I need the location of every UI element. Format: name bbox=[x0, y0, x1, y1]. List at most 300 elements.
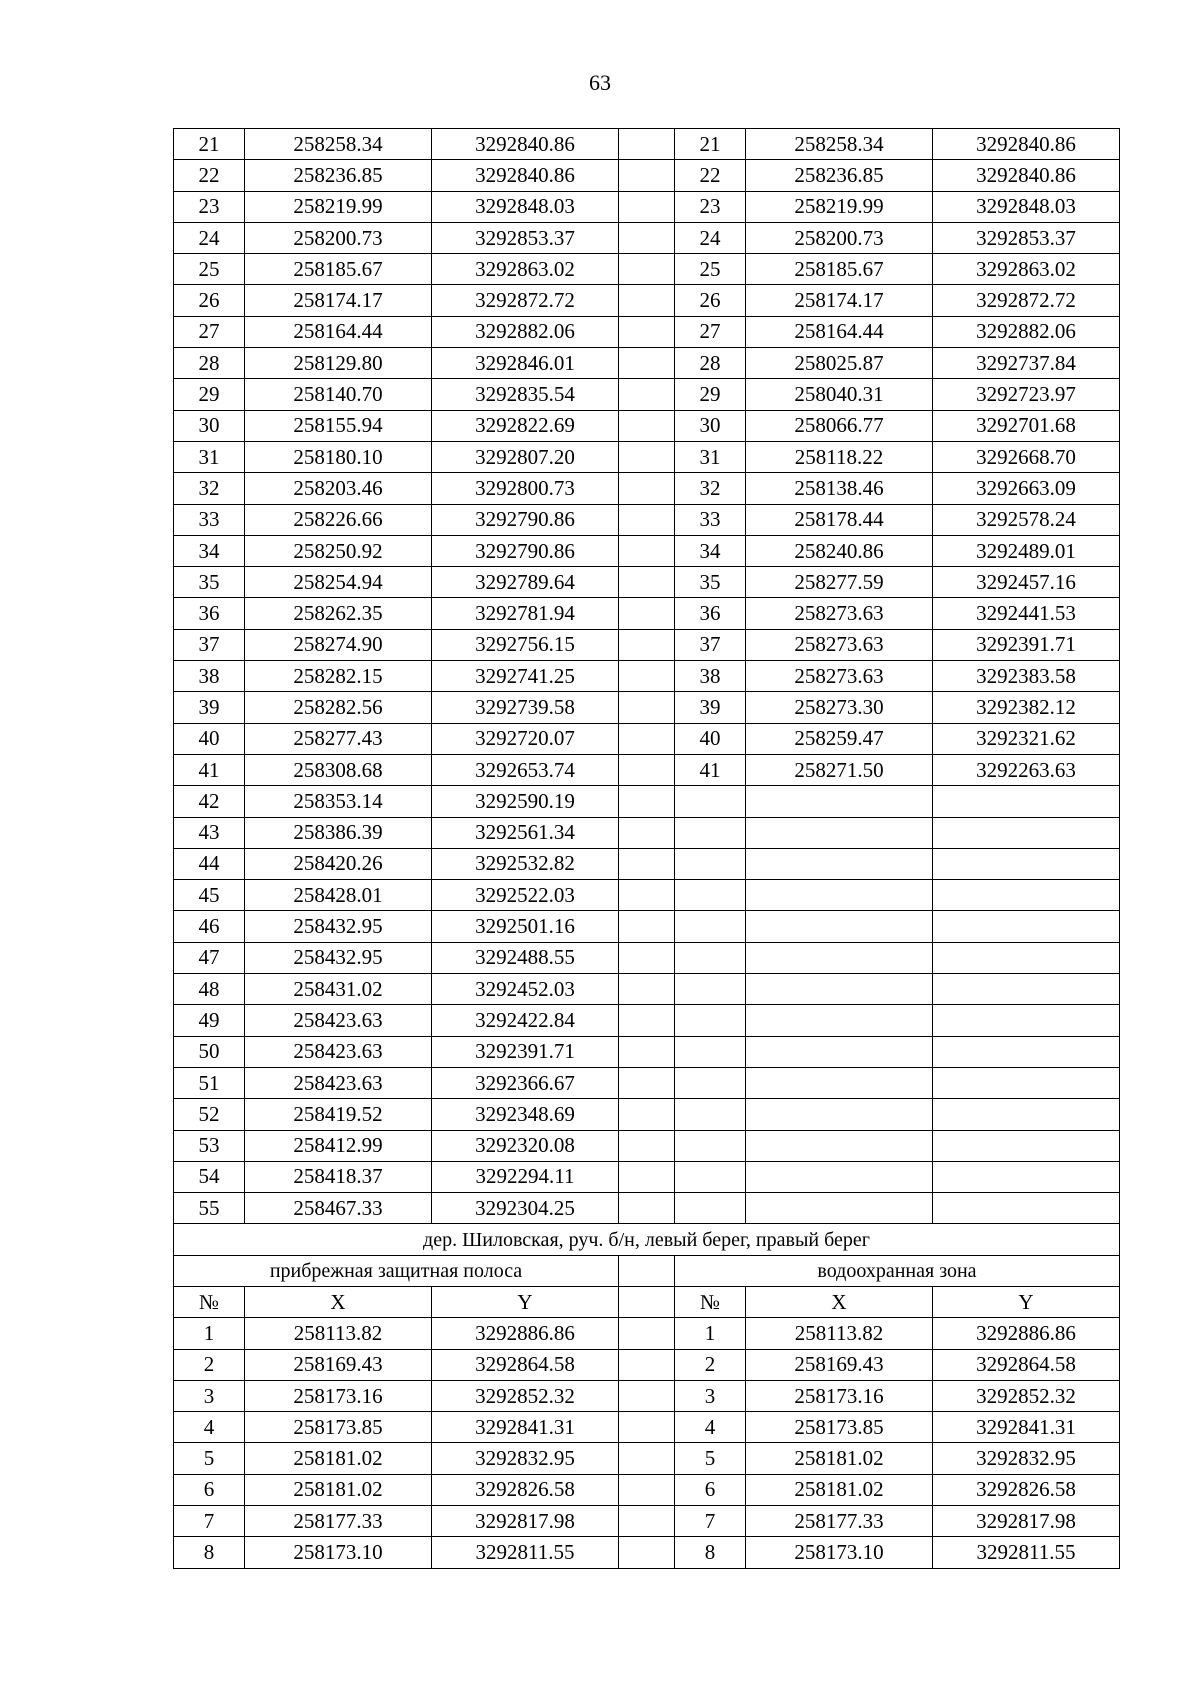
cell-left-y: 3292886.86 bbox=[432, 1318, 619, 1349]
table-row bbox=[174, 629, 1120, 660]
cell-right-y: 3292840.86 bbox=[933, 160, 1120, 191]
bottom-rows bbox=[174, 1318, 1120, 1568]
separator-cell bbox=[619, 1161, 675, 1192]
separator-cell bbox=[619, 567, 675, 598]
separator-cell bbox=[619, 1286, 675, 1317]
table-row bbox=[174, 1161, 1120, 1192]
cell-left-num: 2 bbox=[174, 1349, 245, 1380]
cell-left-y: 3292811.55 bbox=[432, 1537, 619, 1568]
separator-cell bbox=[619, 473, 675, 504]
cell-left-x: 258177.33 bbox=[245, 1506, 432, 1537]
cell-right-num bbox=[675, 880, 746, 911]
cell-right-y: 3292663.09 bbox=[933, 473, 1120, 504]
cell-left-num: 49 bbox=[174, 1005, 245, 1036]
cell-right-num: 34 bbox=[675, 535, 746, 566]
separator-cell bbox=[619, 661, 675, 692]
cell-right-y: 3292848.03 bbox=[933, 191, 1120, 222]
cell-left-y: 3292848.03 bbox=[432, 191, 619, 222]
cell-left-x: 258418.37 bbox=[245, 1161, 432, 1192]
cell-left-y: 3292840.86 bbox=[432, 160, 619, 191]
cell-right-y bbox=[933, 786, 1120, 817]
cell-left-num: 23 bbox=[174, 191, 245, 222]
table-row bbox=[174, 848, 1120, 879]
table-row bbox=[174, 348, 1120, 379]
top-rows bbox=[174, 129, 1120, 1224]
cell-left-x: 258181.02 bbox=[245, 1474, 432, 1505]
page-number: 63 bbox=[589, 70, 611, 95]
cell-right-x: 258277.59 bbox=[746, 567, 933, 598]
table-row bbox=[174, 1349, 1120, 1380]
cell-left-y: 3292840.86 bbox=[432, 129, 619, 160]
cell-left-y: 3292561.34 bbox=[432, 817, 619, 848]
cell-right-x: 258066.77 bbox=[746, 410, 933, 441]
cell-left-x: 258129.80 bbox=[245, 348, 432, 379]
cell-right-x: 258113.82 bbox=[746, 1318, 933, 1349]
cell-right-x: 258273.63 bbox=[746, 629, 933, 660]
cell-left-y: 3292790.86 bbox=[432, 535, 619, 566]
cell-left-num: 37 bbox=[174, 629, 245, 660]
cell-right-num bbox=[675, 1067, 746, 1098]
cell-right-y: 3292826.58 bbox=[933, 1474, 1120, 1505]
cell-left-num: 54 bbox=[174, 1161, 245, 1192]
cell-left-num: 52 bbox=[174, 1099, 245, 1130]
table-row bbox=[174, 441, 1120, 472]
cell-right-num bbox=[675, 942, 746, 973]
cell-left-x: 258203.46 bbox=[245, 473, 432, 504]
separator-cell bbox=[619, 1474, 675, 1505]
cell-left-y: 3292817.98 bbox=[432, 1506, 619, 1537]
cell-right-num: 5 bbox=[675, 1443, 746, 1474]
cell-left-y: 3292348.69 bbox=[432, 1099, 619, 1130]
cell-right-num: 22 bbox=[675, 160, 746, 191]
cell-right-num: 28 bbox=[675, 348, 746, 379]
cell-left-x: 258219.99 bbox=[245, 191, 432, 222]
cell-right-num: 31 bbox=[675, 441, 746, 472]
cell-left-y: 3292501.16 bbox=[432, 911, 619, 942]
cell-left-num: 30 bbox=[174, 410, 245, 441]
cell-right-y: 3292321.62 bbox=[933, 723, 1120, 754]
cell-right-num bbox=[675, 786, 746, 817]
cell-right-y: 3292263.63 bbox=[933, 754, 1120, 785]
cell-left-x: 258386.39 bbox=[245, 817, 432, 848]
cell-left-num: 38 bbox=[174, 661, 245, 692]
table-row bbox=[174, 880, 1120, 911]
cell-left-x: 258173.85 bbox=[245, 1412, 432, 1443]
cell-right-x: 258173.85 bbox=[746, 1412, 933, 1443]
cell-left-num: 53 bbox=[174, 1130, 245, 1161]
cell-left-num: 36 bbox=[174, 598, 245, 629]
cell-right-num: 8 bbox=[675, 1537, 746, 1568]
right-group-header: водоохранная зона bbox=[675, 1255, 1120, 1286]
table-row bbox=[174, 410, 1120, 441]
cell-left-num: 42 bbox=[174, 786, 245, 817]
cell-right-y: 3292811.55 bbox=[933, 1537, 1120, 1568]
separator-cell bbox=[619, 848, 675, 879]
separator-cell bbox=[619, 348, 675, 379]
cell-right-x: 258273.63 bbox=[746, 598, 933, 629]
separator-cell bbox=[619, 254, 675, 285]
separator-cell bbox=[619, 1443, 675, 1474]
cell-left-x: 258236.85 bbox=[245, 160, 432, 191]
cell-right-num: 25 bbox=[675, 254, 746, 285]
cell-left-y: 3292832.95 bbox=[432, 1443, 619, 1474]
cell-right-y: 3292863.02 bbox=[933, 254, 1120, 285]
cell-left-num: 50 bbox=[174, 1036, 245, 1067]
cell-left-y: 3292841.31 bbox=[432, 1412, 619, 1443]
cell-left-x: 258226.66 bbox=[245, 504, 432, 535]
cell-right-y bbox=[933, 1005, 1120, 1036]
cell-left-num: 26 bbox=[174, 285, 245, 316]
cell-right-x bbox=[746, 1067, 933, 1098]
cell-right-num: 29 bbox=[675, 379, 746, 410]
cell-right-y: 3292872.72 bbox=[933, 285, 1120, 316]
table-row bbox=[174, 254, 1120, 285]
left-group-header: прибрежная защитная полоса bbox=[174, 1255, 619, 1286]
cell-right-x: 258271.50 bbox=[746, 754, 933, 785]
cell-right-x bbox=[746, 1193, 933, 1224]
cell-left-num: 3 bbox=[174, 1380, 245, 1411]
cell-left-y: 3292366.67 bbox=[432, 1067, 619, 1098]
cell-left-x: 258140.70 bbox=[245, 379, 432, 410]
cell-right-x: 258118.22 bbox=[746, 441, 933, 472]
table-row bbox=[174, 1318, 1120, 1349]
separator-cell bbox=[619, 1349, 675, 1380]
cell-right-y: 3292882.06 bbox=[933, 316, 1120, 347]
cell-right-num: 1 bbox=[675, 1318, 746, 1349]
cell-left-y: 3292653.74 bbox=[432, 754, 619, 785]
cell-right-x: 258259.47 bbox=[746, 723, 933, 754]
table-row bbox=[174, 473, 1120, 504]
cell-right-y: 3292723.97 bbox=[933, 379, 1120, 410]
separator-cell bbox=[619, 1193, 675, 1224]
table-row bbox=[174, 1506, 1120, 1537]
cell-right-x: 258185.67 bbox=[746, 254, 933, 285]
cell-right-y bbox=[933, 1130, 1120, 1161]
cell-left-num: 6 bbox=[174, 1474, 245, 1505]
cell-left-num: 48 bbox=[174, 974, 245, 1005]
table-row bbox=[174, 911, 1120, 942]
cell-right-num bbox=[675, 1193, 746, 1224]
cell-right-num: 26 bbox=[675, 285, 746, 316]
table-row bbox=[174, 723, 1120, 754]
cell-left-x: 258467.33 bbox=[245, 1193, 432, 1224]
right-col-x: X bbox=[746, 1286, 933, 1317]
table-row bbox=[174, 1067, 1120, 1098]
cell-right-y: 3292457.16 bbox=[933, 567, 1120, 598]
separator-cell bbox=[619, 316, 675, 347]
cell-left-y: 3292852.32 bbox=[432, 1380, 619, 1411]
left-col-y: Y bbox=[432, 1286, 619, 1317]
cell-left-x: 258254.94 bbox=[245, 567, 432, 598]
cell-right-y bbox=[933, 1161, 1120, 1192]
cell-left-y: 3292790.86 bbox=[432, 504, 619, 535]
table-row bbox=[174, 817, 1120, 848]
cell-right-x: 258273.30 bbox=[746, 692, 933, 723]
cell-left-y: 3292781.94 bbox=[432, 598, 619, 629]
cell-left-num: 31 bbox=[174, 441, 245, 472]
separator-cell bbox=[619, 1380, 675, 1411]
cell-right-y bbox=[933, 974, 1120, 1005]
section-header bbox=[174, 1224, 1120, 1318]
cell-left-x: 258353.14 bbox=[245, 786, 432, 817]
cell-right-num bbox=[675, 1161, 746, 1192]
table-row bbox=[174, 786, 1120, 817]
cell-left-y: 3292835.54 bbox=[432, 379, 619, 410]
cell-left-y: 3292863.02 bbox=[432, 254, 619, 285]
cell-left-x: 258432.95 bbox=[245, 911, 432, 942]
cell-right-y bbox=[933, 848, 1120, 879]
cell-left-num: 39 bbox=[174, 692, 245, 723]
cell-left-y: 3292882.06 bbox=[432, 316, 619, 347]
cell-left-num: 41 bbox=[174, 754, 245, 785]
cell-left-num: 32 bbox=[174, 473, 245, 504]
cell-right-x: 258273.63 bbox=[746, 661, 933, 692]
cell-right-num: 23 bbox=[675, 191, 746, 222]
cell-right-y: 3292886.86 bbox=[933, 1318, 1120, 1349]
cell-right-x: 258200.73 bbox=[746, 222, 933, 253]
cell-left-num: 24 bbox=[174, 222, 245, 253]
cell-left-num: 40 bbox=[174, 723, 245, 754]
cell-right-num bbox=[675, 817, 746, 848]
cell-left-num: 34 bbox=[174, 535, 245, 566]
cell-left-num: 1 bbox=[174, 1318, 245, 1349]
cell-right-num: 21 bbox=[675, 129, 746, 160]
table-row bbox=[174, 129, 1120, 160]
table-row bbox=[174, 692, 1120, 723]
cell-left-num: 4 bbox=[174, 1412, 245, 1443]
section-title: дер. Шиловская, руч. б/н, левый берег, правый берег bbox=[174, 1224, 1120, 1255]
cell-left-x: 258423.63 bbox=[245, 1067, 432, 1098]
cell-left-num: 7 bbox=[174, 1506, 245, 1537]
separator-cell bbox=[619, 1537, 675, 1568]
separator-cell bbox=[619, 1412, 675, 1443]
cell-left-num: 47 bbox=[174, 942, 245, 973]
cell-right-x: 258169.43 bbox=[746, 1349, 933, 1380]
cell-right-num: 35 bbox=[675, 567, 746, 598]
cell-right-y: 3292391.71 bbox=[933, 629, 1120, 660]
cell-left-num: 22 bbox=[174, 160, 245, 191]
cell-left-x: 258155.94 bbox=[245, 410, 432, 441]
cell-left-num: 21 bbox=[174, 129, 245, 160]
table-row bbox=[174, 942, 1120, 973]
cell-right-num bbox=[675, 1036, 746, 1067]
cell-left-y: 3292320.08 bbox=[432, 1130, 619, 1161]
cell-right-y: 3292853.37 bbox=[933, 222, 1120, 253]
cell-left-x: 258282.56 bbox=[245, 692, 432, 723]
cell-right-x bbox=[746, 1130, 933, 1161]
cell-left-x: 258180.10 bbox=[245, 441, 432, 472]
cell-left-x: 258423.63 bbox=[245, 1005, 432, 1036]
cell-left-y: 3292756.15 bbox=[432, 629, 619, 660]
cell-right-y: 3292701.68 bbox=[933, 410, 1120, 441]
cell-right-num bbox=[675, 974, 746, 1005]
cell-left-x: 258169.43 bbox=[245, 1349, 432, 1380]
cell-left-y: 3292590.19 bbox=[432, 786, 619, 817]
cell-right-num: 39 bbox=[675, 692, 746, 723]
separator-cell bbox=[619, 285, 675, 316]
cell-left-num: 44 bbox=[174, 848, 245, 879]
cell-left-x: 258113.82 bbox=[245, 1318, 432, 1349]
cell-right-y bbox=[933, 1099, 1120, 1130]
cell-left-y: 3292488.55 bbox=[432, 942, 619, 973]
cell-right-y: 3292852.32 bbox=[933, 1380, 1120, 1411]
cell-left-x: 258277.43 bbox=[245, 723, 432, 754]
coordinates-table bbox=[173, 128, 1120, 1569]
table-row bbox=[174, 661, 1120, 692]
separator-cell bbox=[619, 379, 675, 410]
table-row bbox=[174, 754, 1120, 785]
cell-left-x: 258274.90 bbox=[245, 629, 432, 660]
cell-right-y: 3292737.84 bbox=[933, 348, 1120, 379]
separator-cell bbox=[619, 754, 675, 785]
cell-left-y: 3292294.11 bbox=[432, 1161, 619, 1192]
cell-left-x: 258174.17 bbox=[245, 285, 432, 316]
cell-left-num: 35 bbox=[174, 567, 245, 598]
separator-cell bbox=[619, 1005, 675, 1036]
separator-cell bbox=[619, 1506, 675, 1537]
cell-left-num: 43 bbox=[174, 817, 245, 848]
cell-right-x bbox=[746, 1099, 933, 1130]
separator-cell bbox=[619, 911, 675, 942]
cell-left-y: 3292789.64 bbox=[432, 567, 619, 598]
left-col-num: № bbox=[174, 1286, 245, 1317]
cell-left-x: 258181.02 bbox=[245, 1443, 432, 1474]
cell-right-y bbox=[933, 880, 1120, 911]
cell-right-y: 3292864.58 bbox=[933, 1349, 1120, 1380]
cell-right-x bbox=[746, 1005, 933, 1036]
table-row bbox=[174, 1099, 1120, 1130]
cell-left-num: 25 bbox=[174, 254, 245, 285]
cell-right-num: 30 bbox=[675, 410, 746, 441]
cell-right-y: 3292382.12 bbox=[933, 692, 1120, 723]
separator-cell bbox=[619, 942, 675, 973]
right-col-y: Y bbox=[933, 1286, 1120, 1317]
table-row bbox=[174, 191, 1120, 222]
cell-right-x: 258173.10 bbox=[746, 1537, 933, 1568]
separator-cell bbox=[619, 817, 675, 848]
cell-right-y: 3292840.86 bbox=[933, 129, 1120, 160]
cell-right-x bbox=[746, 848, 933, 879]
cell-left-y: 3292391.71 bbox=[432, 1036, 619, 1067]
separator-cell bbox=[619, 692, 675, 723]
separator-cell bbox=[619, 880, 675, 911]
cell-right-y: 3292578.24 bbox=[933, 504, 1120, 535]
cell-left-y: 3292872.72 bbox=[432, 285, 619, 316]
cell-left-x: 258185.67 bbox=[245, 254, 432, 285]
cell-right-x: 258236.85 bbox=[746, 160, 933, 191]
table-row bbox=[174, 1537, 1120, 1568]
cell-left-x: 258428.01 bbox=[245, 880, 432, 911]
cell-right-x: 258219.99 bbox=[746, 191, 933, 222]
separator-cell bbox=[619, 598, 675, 629]
cell-right-x: 258177.33 bbox=[746, 1506, 933, 1537]
cell-left-y: 3292807.20 bbox=[432, 441, 619, 472]
separator-cell bbox=[619, 535, 675, 566]
cell-right-num: 24 bbox=[675, 222, 746, 253]
cell-left-x: 258164.44 bbox=[245, 316, 432, 347]
cell-right-x bbox=[746, 817, 933, 848]
cell-right-x: 258138.46 bbox=[746, 473, 933, 504]
table-row bbox=[174, 1193, 1120, 1224]
separator-cell bbox=[619, 1067, 675, 1098]
cell-right-y: 3292383.58 bbox=[933, 661, 1120, 692]
cell-right-y bbox=[933, 817, 1120, 848]
table-row bbox=[174, 1130, 1120, 1161]
cell-left-y: 3292822.69 bbox=[432, 410, 619, 441]
separator-cell bbox=[619, 129, 675, 160]
cell-right-x bbox=[746, 786, 933, 817]
table-row bbox=[174, 1036, 1120, 1067]
cell-right-x: 258174.17 bbox=[746, 285, 933, 316]
table-row bbox=[174, 1005, 1120, 1036]
table-row bbox=[174, 598, 1120, 629]
table-row bbox=[174, 1412, 1120, 1443]
cell-right-num: 36 bbox=[675, 598, 746, 629]
cell-right-num bbox=[675, 911, 746, 942]
cell-right-num: 3 bbox=[675, 1380, 746, 1411]
cell-left-x: 258420.26 bbox=[245, 848, 432, 879]
table-row bbox=[174, 1443, 1120, 1474]
cell-left-y: 3292522.03 bbox=[432, 880, 619, 911]
cell-right-x: 258025.87 bbox=[746, 348, 933, 379]
cell-left-num: 46 bbox=[174, 911, 245, 942]
cell-right-y bbox=[933, 1036, 1120, 1067]
cell-right-x: 258181.02 bbox=[746, 1474, 933, 1505]
cell-right-y: 3292441.53 bbox=[933, 598, 1120, 629]
separator-cell bbox=[619, 1255, 675, 1286]
table-row bbox=[174, 160, 1120, 191]
separator-cell bbox=[619, 1130, 675, 1161]
cell-left-x: 258262.35 bbox=[245, 598, 432, 629]
table-row bbox=[174, 222, 1120, 253]
right-col-num: № bbox=[675, 1286, 746, 1317]
cell-right-x: 258173.16 bbox=[746, 1380, 933, 1411]
cell-right-x: 258164.44 bbox=[746, 316, 933, 347]
cell-right-y bbox=[933, 911, 1120, 942]
cell-left-x: 258282.15 bbox=[245, 661, 432, 692]
separator-cell bbox=[619, 504, 675, 535]
cell-left-num: 33 bbox=[174, 504, 245, 535]
cell-left-x: 258200.73 bbox=[245, 222, 432, 253]
cell-left-x: 258173.10 bbox=[245, 1537, 432, 1568]
cell-right-num: 6 bbox=[675, 1474, 746, 1505]
separator-cell bbox=[619, 160, 675, 191]
cell-right-num: 2 bbox=[675, 1349, 746, 1380]
separator-cell bbox=[619, 786, 675, 817]
cell-right-num: 27 bbox=[675, 316, 746, 347]
cell-left-y: 3292739.58 bbox=[432, 692, 619, 723]
left-col-x: X bbox=[245, 1286, 432, 1317]
cell-right-num: 32 bbox=[675, 473, 746, 504]
cell-right-x: 258040.31 bbox=[746, 379, 933, 410]
cell-left-x: 258419.52 bbox=[245, 1099, 432, 1130]
cell-right-y: 3292832.95 bbox=[933, 1443, 1120, 1474]
separator-cell bbox=[619, 723, 675, 754]
separator-cell bbox=[619, 441, 675, 472]
cell-left-y: 3292864.58 bbox=[432, 1349, 619, 1380]
cell-right-x bbox=[746, 942, 933, 973]
cell-right-x: 258258.34 bbox=[746, 129, 933, 160]
separator-cell bbox=[619, 222, 675, 253]
cell-right-num: 4 bbox=[675, 1412, 746, 1443]
cell-left-x: 258308.68 bbox=[245, 754, 432, 785]
cell-left-num: 45 bbox=[174, 880, 245, 911]
cell-left-y: 3292452.03 bbox=[432, 974, 619, 1005]
cell-left-x: 258258.34 bbox=[245, 129, 432, 160]
cell-right-x bbox=[746, 911, 933, 942]
cell-right-y: 3292817.98 bbox=[933, 1506, 1120, 1537]
cell-right-y bbox=[933, 1067, 1120, 1098]
